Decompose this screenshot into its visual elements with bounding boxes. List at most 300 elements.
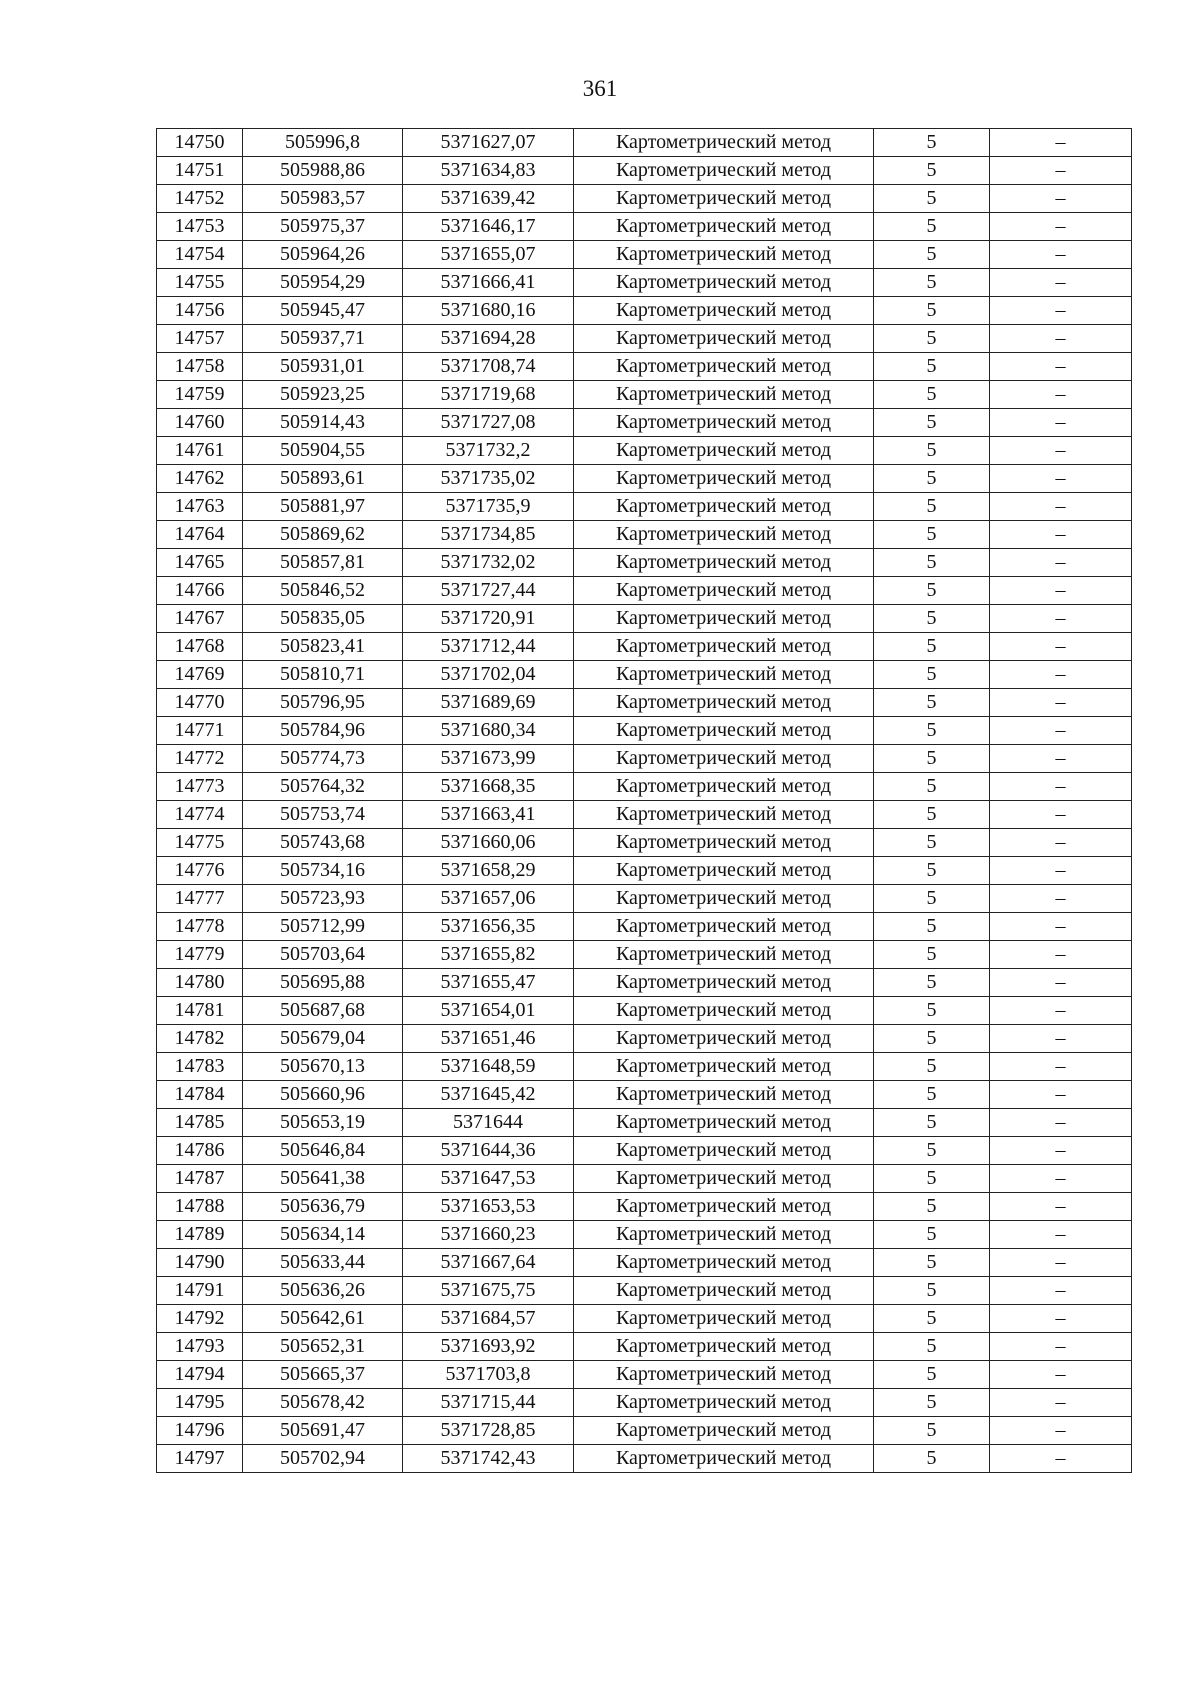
y-coordinate-cell: 5371668,35 xyxy=(403,773,574,801)
x-coordinate-cell: 505796,95 xyxy=(243,689,403,717)
y-coordinate-cell: 5371660,23 xyxy=(403,1221,574,1249)
y-coordinate-cell: 5371666,41 xyxy=(403,269,574,297)
description-cell: – xyxy=(990,1417,1132,1445)
y-coordinate-cell: 5371712,44 xyxy=(403,633,574,661)
point-number-cell: 14793 xyxy=(157,1333,243,1361)
point-number-cell: 14766 xyxy=(157,577,243,605)
x-coordinate-cell: 505937,71 xyxy=(243,325,403,353)
method-cell: Картометрический метод xyxy=(574,605,874,633)
precision-cell: 5 xyxy=(874,1025,990,1053)
x-coordinate-cell: 505652,31 xyxy=(243,1333,403,1361)
x-coordinate-cell: 505954,29 xyxy=(243,269,403,297)
method-cell: Картометрический метод xyxy=(574,409,874,437)
description-cell: – xyxy=(990,213,1132,241)
method-cell: Картометрический метод xyxy=(574,885,874,913)
y-coordinate-cell: 5371646,17 xyxy=(403,213,574,241)
table-row xyxy=(157,549,1132,577)
y-coordinate-cell: 5371732,2 xyxy=(403,437,574,465)
table-row xyxy=(157,129,1132,157)
point-number-cell: 14790 xyxy=(157,1249,243,1277)
method-cell: Картометрический метод xyxy=(574,1109,874,1137)
method-cell: Картометрический метод xyxy=(574,185,874,213)
method-cell: Картометрический метод xyxy=(574,465,874,493)
description-cell: – xyxy=(990,1389,1132,1417)
y-coordinate-cell: 5371627,07 xyxy=(403,129,574,157)
method-cell: Картометрический метод xyxy=(574,1053,874,1081)
precision-cell: 5 xyxy=(874,1445,990,1473)
x-coordinate-cell: 505923,25 xyxy=(243,381,403,409)
table-row xyxy=(157,1025,1132,1053)
point-number-cell: 14763 xyxy=(157,493,243,521)
x-coordinate-cell: 505983,57 xyxy=(243,185,403,213)
x-coordinate-cell: 505988,86 xyxy=(243,157,403,185)
precision-cell: 5 xyxy=(874,1137,990,1165)
point-number-cell: 14753 xyxy=(157,213,243,241)
table-row xyxy=(157,269,1132,297)
method-cell: Картометрический метод xyxy=(574,1277,874,1305)
point-number-cell: 14762 xyxy=(157,465,243,493)
precision-cell: 5 xyxy=(874,605,990,633)
y-coordinate-cell: 5371667,64 xyxy=(403,1249,574,1277)
x-coordinate-cell: 505653,19 xyxy=(243,1109,403,1137)
precision-cell: 5 xyxy=(874,661,990,689)
y-coordinate-cell: 5371655,47 xyxy=(403,969,574,997)
point-number-cell: 14774 xyxy=(157,801,243,829)
table-row xyxy=(157,661,1132,689)
precision-cell: 5 xyxy=(874,773,990,801)
method-cell: Картометрический метод xyxy=(574,129,874,157)
x-coordinate-cell: 505678,42 xyxy=(243,1389,403,1417)
table-row xyxy=(157,577,1132,605)
point-number-cell: 14751 xyxy=(157,157,243,185)
y-coordinate-cell: 5371702,04 xyxy=(403,661,574,689)
point-number-cell: 14788 xyxy=(157,1193,243,1221)
y-coordinate-cell: 5371675,75 xyxy=(403,1277,574,1305)
description-cell: – xyxy=(990,381,1132,409)
precision-cell: 5 xyxy=(874,1249,990,1277)
y-coordinate-cell: 5371656,35 xyxy=(403,913,574,941)
description-cell: – xyxy=(990,493,1132,521)
description-cell: – xyxy=(990,297,1132,325)
x-coordinate-cell: 505846,52 xyxy=(243,577,403,605)
x-coordinate-cell: 505893,61 xyxy=(243,465,403,493)
precision-cell: 5 xyxy=(874,325,990,353)
description-cell: – xyxy=(990,773,1132,801)
x-coordinate-cell: 505964,26 xyxy=(243,241,403,269)
y-coordinate-cell: 5371684,57 xyxy=(403,1305,574,1333)
point-number-cell: 14794 xyxy=(157,1361,243,1389)
point-number-cell: 14792 xyxy=(157,1305,243,1333)
point-number-cell: 14786 xyxy=(157,1137,243,1165)
y-coordinate-cell: 5371655,82 xyxy=(403,941,574,969)
point-number-cell: 14783 xyxy=(157,1053,243,1081)
description-cell: – xyxy=(990,1333,1132,1361)
table-row xyxy=(157,829,1132,857)
method-cell: Картометрический метод xyxy=(574,717,874,745)
method-cell: Картометрический метод xyxy=(574,241,874,269)
table-row xyxy=(157,633,1132,661)
method-cell: Картометрический метод xyxy=(574,801,874,829)
description-cell: – xyxy=(990,1165,1132,1193)
table-row xyxy=(157,297,1132,325)
description-cell: – xyxy=(990,605,1132,633)
point-number-cell: 14779 xyxy=(157,941,243,969)
precision-cell: 5 xyxy=(874,353,990,381)
precision-cell: 5 xyxy=(874,157,990,185)
description-cell: – xyxy=(990,1053,1132,1081)
method-cell: Картометрический метод xyxy=(574,1081,874,1109)
point-number-cell: 14756 xyxy=(157,297,243,325)
x-coordinate-cell: 505914,43 xyxy=(243,409,403,437)
table-row xyxy=(157,465,1132,493)
point-number-cell: 14761 xyxy=(157,437,243,465)
method-cell: Картометрический метод xyxy=(574,1333,874,1361)
precision-cell: 5 xyxy=(874,689,990,717)
point-number-cell: 14784 xyxy=(157,1081,243,1109)
table-row xyxy=(157,1389,1132,1417)
precision-cell: 5 xyxy=(874,857,990,885)
precision-cell: 5 xyxy=(874,941,990,969)
point-number-cell: 14796 xyxy=(157,1417,243,1445)
y-coordinate-cell: 5371735,9 xyxy=(403,493,574,521)
table-row xyxy=(157,689,1132,717)
point-number-cell: 14777 xyxy=(157,885,243,913)
description-cell: – xyxy=(990,1025,1132,1053)
precision-cell: 5 xyxy=(874,549,990,577)
x-coordinate-cell: 505904,55 xyxy=(243,437,403,465)
table-row xyxy=(157,1249,1132,1277)
y-coordinate-cell: 5371734,85 xyxy=(403,521,574,549)
table-row xyxy=(157,185,1132,213)
y-coordinate-cell: 5371715,44 xyxy=(403,1389,574,1417)
description-cell: – xyxy=(990,1305,1132,1333)
method-cell: Картометрический метод xyxy=(574,997,874,1025)
table-row xyxy=(157,1445,1132,1473)
x-coordinate-cell: 505823,41 xyxy=(243,633,403,661)
description-cell: – xyxy=(990,997,1132,1025)
precision-cell: 5 xyxy=(874,745,990,773)
precision-cell: 5 xyxy=(874,1333,990,1361)
point-number-cell: 14750 xyxy=(157,129,243,157)
y-coordinate-cell: 5371727,08 xyxy=(403,409,574,437)
y-coordinate-cell: 5371663,41 xyxy=(403,801,574,829)
y-coordinate-cell: 5371639,42 xyxy=(403,185,574,213)
table-body xyxy=(157,129,1132,1473)
y-coordinate-cell: 5371657,06 xyxy=(403,885,574,913)
point-number-cell: 14789 xyxy=(157,1221,243,1249)
table-row xyxy=(157,409,1132,437)
table-row xyxy=(157,437,1132,465)
y-coordinate-cell: 5371644,36 xyxy=(403,1137,574,1165)
description-cell: – xyxy=(990,689,1132,717)
method-cell: Картометрический метод xyxy=(574,1305,874,1333)
x-coordinate-cell: 505869,62 xyxy=(243,521,403,549)
precision-cell: 5 xyxy=(874,297,990,325)
precision-cell: 5 xyxy=(874,633,990,661)
description-cell: – xyxy=(990,241,1132,269)
precision-cell: 5 xyxy=(874,409,990,437)
x-coordinate-cell: 505670,13 xyxy=(243,1053,403,1081)
x-coordinate-cell: 505881,97 xyxy=(243,493,403,521)
method-cell: Картометрический метод xyxy=(574,745,874,773)
description-cell: – xyxy=(990,913,1132,941)
description-cell: – xyxy=(990,969,1132,997)
x-coordinate-cell: 505679,04 xyxy=(243,1025,403,1053)
y-coordinate-cell: 5371634,83 xyxy=(403,157,574,185)
table-row xyxy=(157,801,1132,829)
point-number-cell: 14775 xyxy=(157,829,243,857)
x-coordinate-cell: 505810,71 xyxy=(243,661,403,689)
description-cell: – xyxy=(990,185,1132,213)
precision-cell: 5 xyxy=(874,1361,990,1389)
method-cell: Картометрический метод xyxy=(574,325,874,353)
precision-cell: 5 xyxy=(874,437,990,465)
y-coordinate-cell: 5371673,99 xyxy=(403,745,574,773)
x-coordinate-cell: 505660,96 xyxy=(243,1081,403,1109)
table-row xyxy=(157,1333,1132,1361)
precision-cell: 5 xyxy=(874,493,990,521)
precision-cell: 5 xyxy=(874,521,990,549)
table-row xyxy=(157,1165,1132,1193)
description-cell: – xyxy=(990,157,1132,185)
precision-cell: 5 xyxy=(874,1193,990,1221)
table-row xyxy=(157,1193,1132,1221)
description-cell: – xyxy=(990,437,1132,465)
precision-cell: 5 xyxy=(874,129,990,157)
y-coordinate-cell: 5371708,74 xyxy=(403,353,574,381)
description-cell: – xyxy=(990,885,1132,913)
precision-cell: 5 xyxy=(874,969,990,997)
point-number-cell: 14764 xyxy=(157,521,243,549)
precision-cell: 5 xyxy=(874,885,990,913)
x-coordinate-cell: 505734,16 xyxy=(243,857,403,885)
x-coordinate-cell: 505633,44 xyxy=(243,1249,403,1277)
description-cell: – xyxy=(990,941,1132,969)
method-cell: Картометрический метод xyxy=(574,549,874,577)
y-coordinate-cell: 5371728,85 xyxy=(403,1417,574,1445)
x-coordinate-cell: 505702,94 xyxy=(243,1445,403,1473)
description-cell: – xyxy=(990,521,1132,549)
y-coordinate-cell: 5371735,02 xyxy=(403,465,574,493)
table-row xyxy=(157,717,1132,745)
table-row xyxy=(157,997,1132,1025)
method-cell: Картометрический метод xyxy=(574,1193,874,1221)
method-cell: Картометрический метод xyxy=(574,213,874,241)
method-cell: Картометрический метод xyxy=(574,969,874,997)
table-row xyxy=(157,605,1132,633)
x-coordinate-cell: 505996,8 xyxy=(243,129,403,157)
precision-cell: 5 xyxy=(874,241,990,269)
x-coordinate-cell: 505712,99 xyxy=(243,913,403,941)
x-coordinate-cell: 505764,32 xyxy=(243,773,403,801)
point-number-cell: 14773 xyxy=(157,773,243,801)
x-coordinate-cell: 505636,26 xyxy=(243,1277,403,1305)
x-coordinate-cell: 505691,47 xyxy=(243,1417,403,1445)
method-cell: Картометрический метод xyxy=(574,577,874,605)
point-number-cell: 14765 xyxy=(157,549,243,577)
precision-cell: 5 xyxy=(874,1221,990,1249)
y-coordinate-cell: 5371645,42 xyxy=(403,1081,574,1109)
point-number-cell: 14760 xyxy=(157,409,243,437)
description-cell: – xyxy=(990,1137,1132,1165)
description-cell: – xyxy=(990,465,1132,493)
description-cell: – xyxy=(990,1193,1132,1221)
method-cell: Картометрический метод xyxy=(574,689,874,717)
x-coordinate-cell: 505687,68 xyxy=(243,997,403,1025)
table-row xyxy=(157,1081,1132,1109)
x-coordinate-cell: 505634,14 xyxy=(243,1221,403,1249)
point-number-cell: 14795 xyxy=(157,1389,243,1417)
y-coordinate-cell: 5371719,68 xyxy=(403,381,574,409)
x-coordinate-cell: 505945,47 xyxy=(243,297,403,325)
x-coordinate-cell: 505703,64 xyxy=(243,941,403,969)
point-number-cell: 14769 xyxy=(157,661,243,689)
y-coordinate-cell: 5371727,44 xyxy=(403,577,574,605)
precision-cell: 5 xyxy=(874,1417,990,1445)
description-cell: – xyxy=(990,353,1132,381)
method-cell: Картометрический метод xyxy=(574,1165,874,1193)
x-coordinate-cell: 505646,84 xyxy=(243,1137,403,1165)
description-cell: – xyxy=(990,129,1132,157)
precision-cell: 5 xyxy=(874,829,990,857)
method-cell: Картометрический метод xyxy=(574,353,874,381)
x-coordinate-cell: 505642,61 xyxy=(243,1305,403,1333)
precision-cell: 5 xyxy=(874,465,990,493)
precision-cell: 5 xyxy=(874,997,990,1025)
precision-cell: 5 xyxy=(874,577,990,605)
table-row xyxy=(157,241,1132,269)
method-cell: Картометрический метод xyxy=(574,521,874,549)
method-cell: Картометрический метод xyxy=(574,941,874,969)
description-cell: – xyxy=(990,1249,1132,1277)
y-coordinate-cell: 5371651,46 xyxy=(403,1025,574,1053)
point-number-cell: 14759 xyxy=(157,381,243,409)
method-cell: Картометрический метод xyxy=(574,829,874,857)
table-row xyxy=(157,913,1132,941)
x-coordinate-cell: 505665,37 xyxy=(243,1361,403,1389)
description-cell: – xyxy=(990,577,1132,605)
description-cell: – xyxy=(990,1081,1132,1109)
point-number-cell: 14787 xyxy=(157,1165,243,1193)
table-row xyxy=(157,969,1132,997)
point-number-cell: 14758 xyxy=(157,353,243,381)
description-cell: – xyxy=(990,1221,1132,1249)
description-cell: – xyxy=(990,857,1132,885)
table-row xyxy=(157,157,1132,185)
y-coordinate-cell: 5371742,43 xyxy=(403,1445,574,1473)
table-row xyxy=(157,1053,1132,1081)
x-coordinate-cell: 505695,88 xyxy=(243,969,403,997)
point-number-cell: 14776 xyxy=(157,857,243,885)
y-coordinate-cell: 5371647,53 xyxy=(403,1165,574,1193)
precision-cell: 5 xyxy=(874,185,990,213)
table-row xyxy=(157,773,1132,801)
description-cell: – xyxy=(990,633,1132,661)
y-coordinate-cell: 5371644 xyxy=(403,1109,574,1137)
method-cell: Картометрический метод xyxy=(574,913,874,941)
y-coordinate-cell: 5371680,16 xyxy=(403,297,574,325)
table-row xyxy=(157,745,1132,773)
point-number-cell: 14754 xyxy=(157,241,243,269)
method-cell: Картометрический метод xyxy=(574,493,874,521)
point-number-cell: 14782 xyxy=(157,1025,243,1053)
y-coordinate-cell: 5371660,06 xyxy=(403,829,574,857)
y-coordinate-cell: 5371654,01 xyxy=(403,997,574,1025)
y-coordinate-cell: 5371648,59 xyxy=(403,1053,574,1081)
description-cell: – xyxy=(990,269,1132,297)
table-row xyxy=(157,1137,1132,1165)
x-coordinate-cell: 505753,74 xyxy=(243,801,403,829)
x-coordinate-cell: 505743,68 xyxy=(243,829,403,857)
method-cell: Картометрический метод xyxy=(574,157,874,185)
point-number-cell: 14781 xyxy=(157,997,243,1025)
point-number-cell: 14791 xyxy=(157,1277,243,1305)
x-coordinate-cell: 505641,38 xyxy=(243,1165,403,1193)
method-cell: Картометрический метод xyxy=(574,857,874,885)
method-cell: Картометрический метод xyxy=(574,437,874,465)
method-cell: Картометрический метод xyxy=(574,1417,874,1445)
point-number-cell: 14768 xyxy=(157,633,243,661)
x-coordinate-cell: 505931,01 xyxy=(243,353,403,381)
precision-cell: 5 xyxy=(874,1165,990,1193)
table-row xyxy=(157,521,1132,549)
table-row xyxy=(157,353,1132,381)
description-cell: – xyxy=(990,829,1132,857)
method-cell: Картометрический метод xyxy=(574,1025,874,1053)
precision-cell: 5 xyxy=(874,269,990,297)
precision-cell: 5 xyxy=(874,717,990,745)
description-cell: – xyxy=(990,717,1132,745)
description-cell: – xyxy=(990,409,1132,437)
precision-cell: 5 xyxy=(874,381,990,409)
y-coordinate-cell: 5371694,28 xyxy=(403,325,574,353)
x-coordinate-cell: 505723,93 xyxy=(243,885,403,913)
table-row xyxy=(157,213,1132,241)
y-coordinate-cell: 5371720,91 xyxy=(403,605,574,633)
method-cell: Картометрический метод xyxy=(574,633,874,661)
point-number-cell: 14778 xyxy=(157,913,243,941)
precision-cell: 5 xyxy=(874,1389,990,1417)
table-row xyxy=(157,381,1132,409)
precision-cell: 5 xyxy=(874,1305,990,1333)
table-row xyxy=(157,1221,1132,1249)
y-coordinate-cell: 5371680,34 xyxy=(403,717,574,745)
y-coordinate-cell: 5371689,69 xyxy=(403,689,574,717)
description-cell: – xyxy=(990,1277,1132,1305)
y-coordinate-cell: 5371658,29 xyxy=(403,857,574,885)
description-cell: – xyxy=(990,325,1132,353)
x-coordinate-cell: 505784,96 xyxy=(243,717,403,745)
precision-cell: 5 xyxy=(874,913,990,941)
description-cell: – xyxy=(990,549,1132,577)
description-cell: – xyxy=(990,801,1132,829)
method-cell: Картометрический метод xyxy=(574,661,874,689)
precision-cell: 5 xyxy=(874,801,990,829)
table-row xyxy=(157,1109,1132,1137)
point-number-cell: 14752 xyxy=(157,185,243,213)
y-coordinate-cell: 5371703,8 xyxy=(403,1361,574,1389)
precision-cell: 5 xyxy=(874,1277,990,1305)
description-cell: – xyxy=(990,661,1132,689)
method-cell: Картометрический метод xyxy=(574,1389,874,1417)
x-coordinate-cell: 505636,79 xyxy=(243,1193,403,1221)
method-cell: Картометрический метод xyxy=(574,773,874,801)
precision-cell: 5 xyxy=(874,213,990,241)
x-coordinate-cell: 505774,73 xyxy=(243,745,403,773)
table-row xyxy=(157,1277,1132,1305)
page-number: 361 xyxy=(582,76,618,101)
point-number-cell: 14757 xyxy=(157,325,243,353)
